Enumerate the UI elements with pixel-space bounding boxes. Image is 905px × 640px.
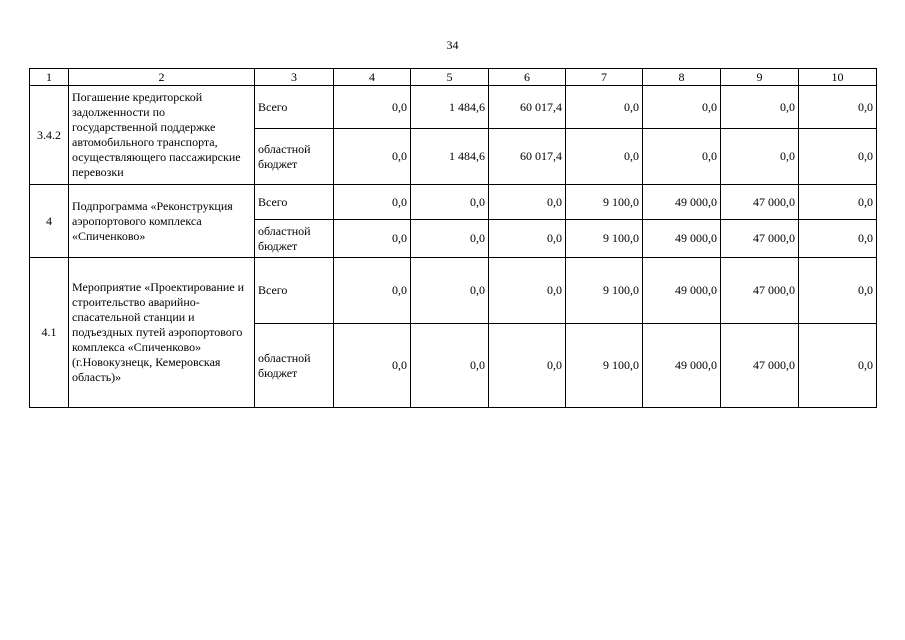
header-cell: 10: [799, 69, 877, 86]
page-number: 34: [446, 38, 459, 52]
row-name: Погашение кредиторской задолженности по государственной поддержке автомобильного транспорта, осуществляющего пассажирские перевозки: [69, 86, 255, 185]
value-cell: 0,0: [411, 220, 489, 258]
value-cell: 0,0: [721, 86, 799, 129]
value-cell: 0,0: [411, 324, 489, 408]
value-cell: 0,0: [799, 129, 877, 185]
header-cell: 4: [334, 69, 411, 86]
value-cell: 0,0: [489, 324, 566, 408]
value-cell: 0,0: [489, 258, 566, 324]
header-cell: 9: [721, 69, 799, 86]
funding-source: Всего: [255, 185, 334, 220]
value-cell: 49 000,0: [643, 185, 721, 220]
header-cell: 7: [566, 69, 643, 86]
header-cell: 6: [489, 69, 566, 86]
value-cell: 0,0: [334, 129, 411, 185]
row-code: 4: [30, 185, 69, 258]
value-cell: 47 000,0: [721, 185, 799, 220]
funding-source: областной бюджет: [255, 324, 334, 408]
row-name: Мероприятие «Проектирование и строительство аварийно-спасательной станции и подъездных путей аэропортового комплекса «Спиченково» (г.Новокузнецк, Кемеровская область)»: [69, 258, 255, 408]
funding-source: Всего: [255, 86, 334, 129]
value-cell: 0,0: [799, 324, 877, 408]
value-cell: 47 000,0: [721, 258, 799, 324]
table-row: [30, 258, 877, 324]
header-cell: 8: [643, 69, 721, 86]
header-cell: 2: [69, 69, 255, 86]
table-row: [30, 86, 877, 129]
value-cell: 47 000,0: [721, 220, 799, 258]
funding-source: областной бюджет: [255, 129, 334, 185]
value-cell: 0,0: [334, 324, 411, 408]
value-cell: 60 017,4: [489, 86, 566, 129]
value-cell: 0,0: [334, 258, 411, 324]
value-cell: 1 484,6: [411, 86, 489, 129]
value-cell: 0,0: [643, 129, 721, 185]
value-cell: 60 017,4: [489, 129, 566, 185]
header-cell: 3: [255, 69, 334, 86]
value-cell: 0,0: [799, 258, 877, 324]
value-cell: 49 000,0: [643, 324, 721, 408]
value-cell: 0,0: [566, 86, 643, 129]
value-cell: 0,0: [334, 185, 411, 220]
value-cell: 0,0: [489, 185, 566, 220]
value-cell: 0,0: [799, 220, 877, 258]
value-cell: 0,0: [334, 220, 411, 258]
value-cell: 0,0: [411, 185, 489, 220]
value-cell: 0,0: [643, 86, 721, 129]
value-cell: 0,0: [489, 220, 566, 258]
value-cell: 47 000,0: [721, 324, 799, 408]
value-cell: 0,0: [799, 86, 877, 129]
value-cell: 1 484,6: [411, 129, 489, 185]
row-name: Подпрограмма «Реконструкция аэропортового комплекса «Спиченково»: [69, 185, 255, 258]
value-cell: 9 100,0: [566, 324, 643, 408]
value-cell: 0,0: [566, 129, 643, 185]
row-code: 3.4.2: [30, 86, 69, 185]
funding-source: областной бюджет: [255, 220, 334, 258]
row-code: 4.1: [30, 258, 69, 408]
table-row: [30, 185, 877, 220]
value-cell: 9 100,0: [566, 185, 643, 220]
value-cell: 0,0: [334, 86, 411, 129]
value-cell: 49 000,0: [643, 220, 721, 258]
value-cell: 9 100,0: [566, 220, 643, 258]
funding-source: Всего: [255, 258, 334, 324]
budget-table: [29, 68, 877, 408]
value-cell: 0,0: [411, 258, 489, 324]
value-cell: 0,0: [799, 185, 877, 220]
header-row: [30, 69, 877, 86]
header-cell: 1: [30, 69, 69, 86]
value-cell: 9 100,0: [566, 258, 643, 324]
header-cell: 5: [411, 69, 489, 86]
value-cell: 49 000,0: [643, 258, 721, 324]
value-cell: 0,0: [721, 129, 799, 185]
